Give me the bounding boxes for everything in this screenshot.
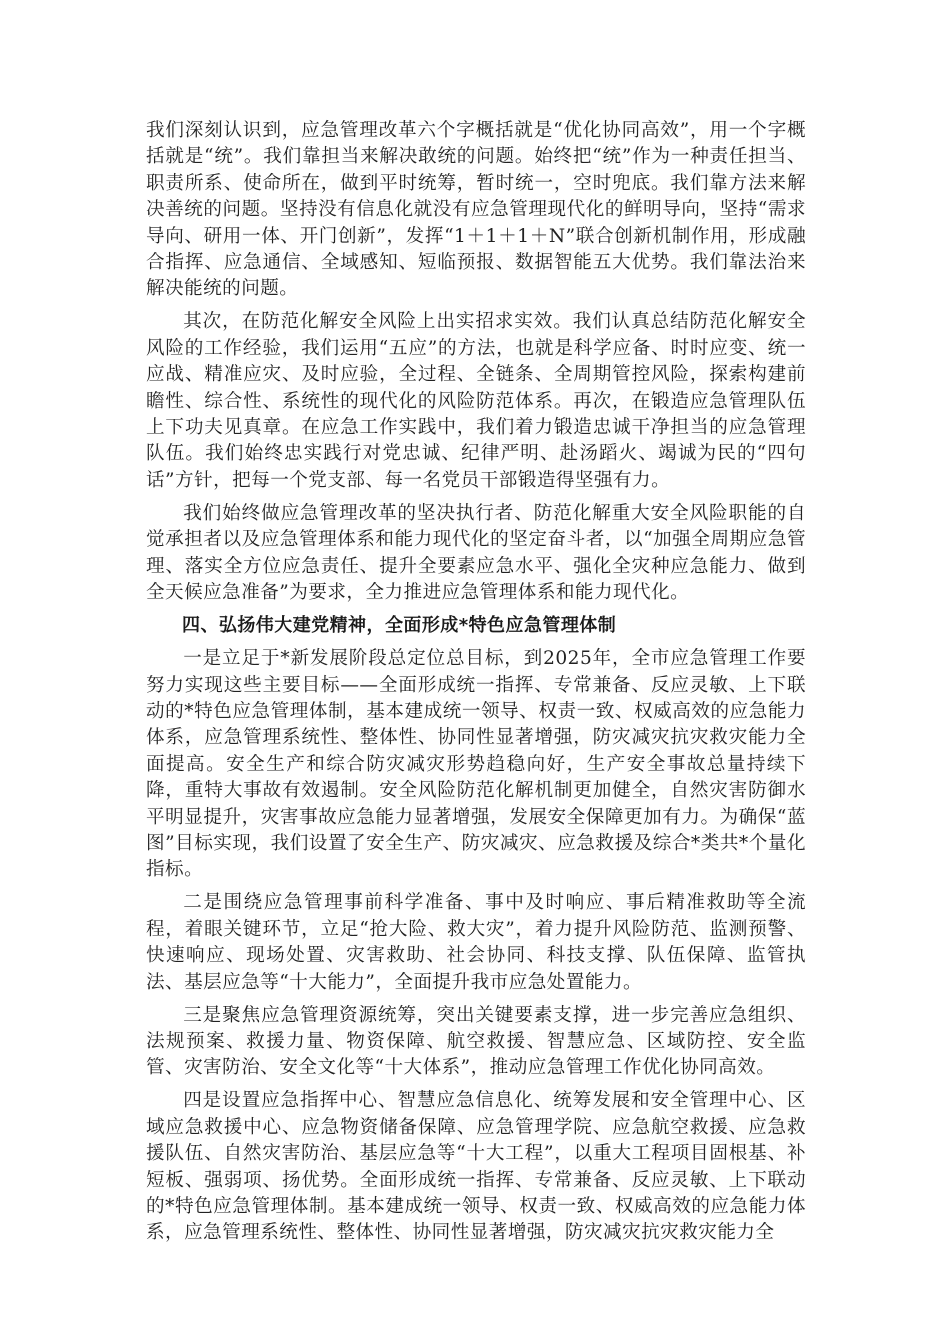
paragraph-goal-2025: 一是立足于*新发展阶段总定位总目标，到2025年，全市应急管理工作要努力实现这些主要目标——全面形成统一指挥、专常兼备、反应灵敏、上下联动的*特色应急管理体制，基本建成统一领导、权责一致、权威高效的应急能力体系，应急管理系统性、整体性、协同性显著增强，防灾减灾抗灾救灾能力全面提高。安全生产和综合防灾减灾形势趋稳向好，生产安全事故总量持续下降，重特大事故有效遏制。安全风险防范化解机制更加健全，自然灾害防御水平明显提升，灾害事故应急能力显著增强，发展安全保障更加有力。为确保“蓝图”目标实现，我们设置了安全生产、防灾减灾、应急救援及综合*类共*个量化指标。 xyxy=(146,648,806,881)
document-page xyxy=(146,118,806,1253)
paragraph-ten-projects: 四是设置应急指挥中心、智慧应急信息化、统筹发展和安全管理中心、区域应急救援中心、应急物资储备保障、应急管理学院、应急航空救援、应急救援队伍、自然灾害防治、基层应急等“十大工程”，以重大工程项目固根基、补短板、强弱项、扬优势。全面形成统一指挥、专常兼备、反应灵敏、上下联动的*特色应急管理体制。基本建成统一领导、权责一致、权威高效的应急能力体系，应急管理系统性、整体性、协同性显著增强，防灾减灾抗灾救灾能力全 xyxy=(146,1090,806,1244)
paragraph-ten-capabilities: 二是围绕应急管理事前科学准备、事中及时响应、事后精准救助等全流程，着眼关键环节，立足“抢大险、救大灾”，着力提升风险防范、监测预警、快速响应、现场处置、灾害救助、社会协同、科技支撑、队伍保障、监管执法、基层应急等“十大能力”，全面提升我市应急处置能力。 xyxy=(146,892,806,993)
section-heading: 四、弘扬伟大建党精神，全面形成*特色应急管理体制 xyxy=(182,615,617,637)
paragraph-ten-systems: 三是聚焦应急管理资源统筹，突出关键要素支撑，进一步完善应急组织、法规预案、救援力量、物资保障、航空救援、智慧应急、区域防控、安全监管、灾害防治、安全文化等“十大体系”，推动应急管理工作优化协同高效。 xyxy=(146,1004,806,1079)
paragraph-executor-commitment: 我们始终做应急管理改革的坚决执行者、防范化解重大安全风险职能的自觉承担者以及应急管理体系和能力现代化的坚定奋斗者，以“加强全周期应急管理、落实全方位应急责任、提升全要素应急水平、强化全灾种应急能力、做到全天候应急准备”为要求，全力推进应急管理体系和能力现代化。 xyxy=(146,502,806,604)
paragraph-risk-prevention: 其次，在防范化解安全风险上出实招求实效。我们认真总结防范化解安全风险的工作经验，我们运用“五应”的方法，也就是科学应备、时时应变、统一应战、精准应灾、及时应验，全过程、全链条、全周期管控风险，探索构建前瞻性、综合性、系统性的现代化的风险防范体系。再次，在锻造应急管理队伍上下功夫见真章。在应急工作实践中，我们着力锻造忠诚干净担当的应急管理队伍。我们始终忠实践行对党忠诚、纪律严明、赴汤蹈火、竭诚为民的“四句话”方针，把每一个党支部、每一名党员干部锻造得坚强有力。 xyxy=(146,311,806,491)
paragraph-unified-coordination: 我们深刻认识到，应急管理改革六个字概括就是“优化协同高效”，用一个字概括就是“统”。我们靠担当来解决敢统的问题。始终把“统”作为一种责任担当、职责所系、使命所在，做到平时统筹，暂时统一，空时兜底。我们靠方法来解决善统的问题。坚持没有信息化就没有应急管理现代化的鲜明导向，坚持“需求导向、研用一体、开门创新”，发挥“1＋1＋1＋N”联合创新机制作用，形成融合指挥、应急通信、全域感知、短临预报、数据智能五大优势。我们靠法治来解决能统的问题。 xyxy=(146,120,806,300)
